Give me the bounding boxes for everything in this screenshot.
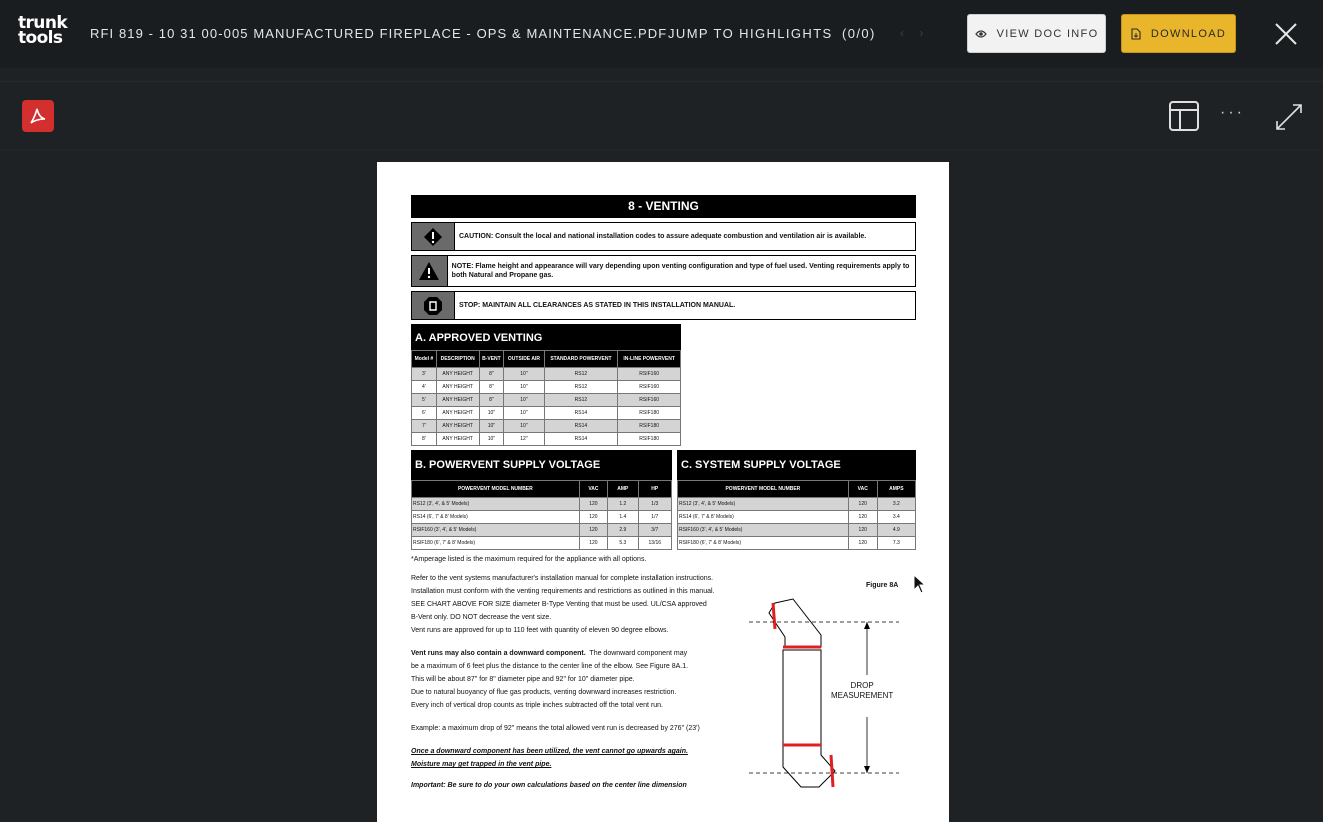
file-download-icon xyxy=(1131,28,1141,40)
trunk-tools-logo[interactable] xyxy=(18,13,70,52)
table-row: RS12 (3', 4', & 5' Models) 120 3.2 xyxy=(678,498,916,511)
pdf-page xyxy=(377,162,949,822)
highlight-nav-arrows[interactable]: ‹ › xyxy=(900,26,930,40)
note-notice xyxy=(411,255,916,287)
approved-venting-section xyxy=(411,324,681,446)
logo-line-1: trunk xyxy=(18,13,68,33)
warning-icon xyxy=(418,261,440,281)
document-title: RFI 819 - 10 31 00-005 MANUFACTURED FIREPLACE - OPS & MAINTENANCE.PDF xyxy=(90,26,668,41)
table-header: OUTSIDE AIR xyxy=(504,351,544,368)
header-divider xyxy=(0,81,1323,82)
table-row: RS12 (3', 4', & 5' Models) 120 1.2 1/3 xyxy=(412,498,672,511)
table-row: 6' ANY HEIGHT 10" 10" RS14 RSIF180 xyxy=(412,407,681,420)
pdf-file-icon xyxy=(22,100,54,132)
stop-icon xyxy=(423,296,443,316)
jump-to-highlights-link[interactable]: JUMP TO HIGHLIGHTS xyxy=(668,26,833,41)
system-voltage-table: POWERVENT MODEL NUMBER VAC AMPS RS12 (3', 4', & 5' Models) 120 3.2 RS14 (6', 7' & 8' Models) 120 3.4 RSIF160 (3', 4', & 5' Models) 120 4.9 RSIF180 (6', 7' & 8' Models) 120 7.3 xyxy=(677,480,916,550)
expand-icon[interactable] xyxy=(1274,102,1304,132)
table-row: 7' ANY HEIGHT 10" 10" RS14 RSIF180 xyxy=(412,420,681,433)
stop-text: STOP: MAINTAIN ALL CLEARANCES AS STATED IN THIS INSTALLATION MANUAL. xyxy=(459,302,736,309)
approved-venting-table xyxy=(411,350,681,446)
close-icon[interactable] xyxy=(1272,20,1300,48)
logo-line-2: tools xyxy=(18,28,63,48)
table-header: DESCRIPTION xyxy=(436,351,479,368)
layout-icon[interactable] xyxy=(1168,100,1200,132)
powervent-voltage-table: POWERVENT MODEL NUMBER VAC AMP HP RS12 (3', 4', & 5' Models) 120 1.2 1/3 RS14 (6', 7' & 8' Models) 120 1.4 1/7 RSIF160 (3', 4', & 5' Models) 120 2.9 3/7 RSIF180 (6', 7' & 8' Models) 120 5.3 13/16 xyxy=(411,480,672,550)
caution-notice xyxy=(411,222,916,251)
system-voltage-title: C. SYSTEM SUPPLY VOLTAGE xyxy=(677,450,916,480)
toolbar-divider xyxy=(0,149,1323,150)
approved-venting-title: A. APPROVED VENTING xyxy=(411,324,681,350)
powervent-voltage-section xyxy=(411,450,672,550)
highlight-count: (0/0) xyxy=(842,26,876,41)
amperage-note: *Amperage listed is the maximum required for the appliance with all options. xyxy=(411,556,647,563)
note-text: NOTE: Flame height and appearance will vary depending upon venting configuration and type of fuel used. Venting requirements apply to both Natural and Propane gas. xyxy=(451,263,910,279)
table-row: RSIF180 (6', 7' & 8' Models) 120 7.3 xyxy=(678,537,916,550)
table-row: RS14 (6', 7' & 8' Models) 120 3.4 xyxy=(678,511,916,524)
download-button[interactable] xyxy=(1121,14,1236,53)
table-header: STANDARD POWERVENT xyxy=(544,351,618,368)
table-row: RSIF160 (3', 4', & 5' Models) 120 4.9 xyxy=(678,524,916,537)
download-label: DOWNLOAD xyxy=(1150,27,1227,40)
voltage-tables xyxy=(411,450,916,550)
venting-instructions: Refer to the vent systems manufacturer's installation manual for complete installation instructions. Installation must conform with the venting requirements and restrictions as outlined in this manual. SEE CHART ABOVE FOR SIZE diameter B-Type Venting that must be used. UL/CSA approved B-Vent only. DO NOT decrease the vent size. Vent runs are approved for up to 110 feet with quantity of eleven 90 degree elbows. Vent runs may also contain a downward component. The downward component may be a maximum of 6 feet plus the distance to the center line of the elbow. See Figure 8A.1. This will be about 87" for 8" diameter pipe and 92" for 10" diameter pipe. Due to natural buoyancy of flue gas products, venting downward increases restriction. Every inch of vertical drop counts as triple inches subtracted off the total vent run. Example: a maximum drop of 92" means the total allowed vent run is decreased by 276" (23') Once a downward component has been utilized, the vent cannot go upwards again. Moisture may get trapped in the vent pipe. Important: Be sure to do your own calculations based on the center line dimension xyxy=(411,575,715,789)
figure-label: Figure 8A xyxy=(866,582,899,589)
mouse-cursor-icon xyxy=(913,574,927,594)
top-bar xyxy=(0,0,1323,68)
document-content xyxy=(411,195,916,792)
section-banner: 8 - VENTING xyxy=(411,195,916,218)
table-header: Model # xyxy=(412,351,437,368)
table-row: RSIF180 (6', 7' & 8' Models) 120 5.3 13/16 xyxy=(412,537,672,550)
table-header: B-VENT xyxy=(479,351,504,368)
eye-icon xyxy=(975,29,987,39)
table-row: 5' ANY HEIGHT 8" 10" RS12 RSIF160 xyxy=(412,394,681,407)
table-header: IN-LINE POWERVENT xyxy=(618,351,681,368)
powervent-voltage-title: B. POWERVENT SUPPLY VOLTAGE xyxy=(411,450,672,480)
view-doc-info-button[interactable] xyxy=(967,14,1106,53)
table-row: 3' ANY HEIGHT 8" 10" RS12 RSIF160 xyxy=(412,368,681,381)
system-voltage-section xyxy=(677,450,916,550)
view-doc-info-label: VIEW DOC INFO xyxy=(996,27,1099,40)
table-row: 8' ANY HEIGHT 10" 12" RS14 RSIF180 xyxy=(412,433,681,446)
table-row: 4' ANY HEIGHT 8" 10" RS12 RSIF160 xyxy=(412,381,681,394)
table-row: RSIF160 (3', 4', & 5' Models) 120 2.9 3/7 xyxy=(412,524,672,537)
more-options-icon[interactable]: ··· xyxy=(1220,104,1245,121)
drop-measurement-label: DROP MEASUREMENT xyxy=(831,681,894,700)
caution-text: CAUTION: Consult the local and national installation codes to assure adequate combustion and ventilation air is available. xyxy=(459,233,867,240)
table-row: RS14 (6', 7' & 8' Models) 120 1.4 1/7 xyxy=(412,511,672,524)
caution-icon xyxy=(423,227,443,247)
stop-notice xyxy=(411,291,916,320)
